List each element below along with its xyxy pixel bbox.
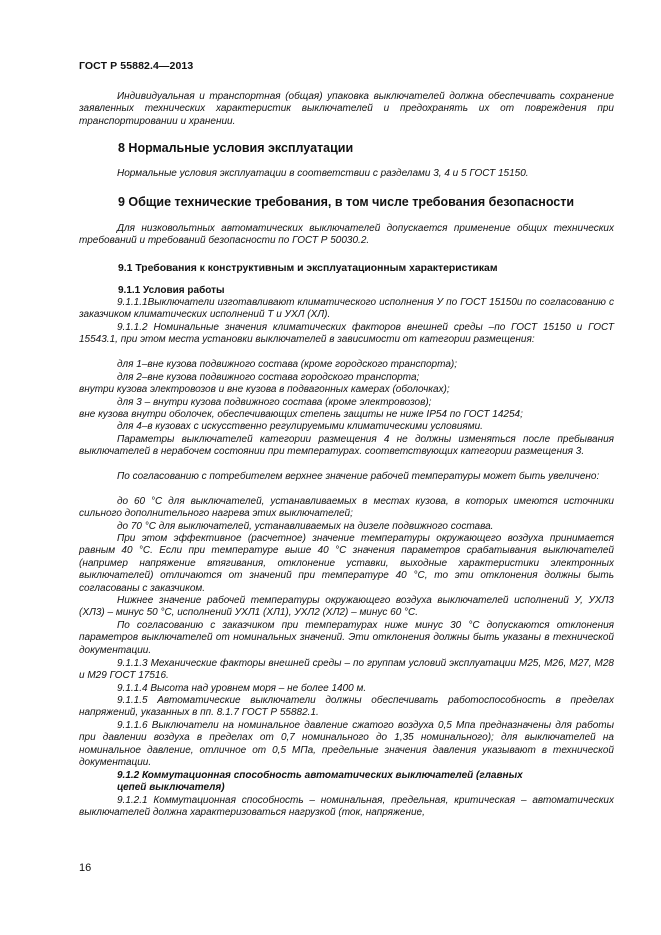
section-9-text: Для низковольтных автоматических выключателей допускается применение общих технических требований и требований безопасности по ГОСТ Р 50030.2. bbox=[79, 223, 614, 247]
section-8-text: Нормальные условия эксплуатации в соответствии с разделами 3, 4 и 5 ГОСТ 15150. bbox=[117, 168, 529, 179]
para-effective-temp: При этом эффективное (расчетное) значение температуры окружающего воздуха принимается равным 40 °С. Если при температуре выше 40 °С значения параметров срабатывания выключателей (например напряжение втягивания, отклонение уставки, выходные характеристики электронных выключателей) отличаются от значений при температуре 40 °С, то эти отклонения должны быть согласованы с заказчиком. bbox=[79, 533, 614, 594]
para-9-1-1-4: 9.1.1.4 Высота над уровнем моря – не более 1400 м. bbox=[117, 683, 367, 694]
list-item-category-2: для 2–вне кузова подвижного состава городского транспорта; bbox=[117, 372, 420, 383]
section-9-1-2-heading-line1: 9.1.2 Коммутационная способность автоматических выключателей (главных bbox=[117, 770, 523, 781]
para-9-1-1-3: 9.1.1.3 Механические факторы внешней среды – по группам условий эксплуатации М25, М26, М27, М28 и М29 ГОСТ 17516. bbox=[79, 658, 614, 682]
para-9-1-1-1: 9.1.1.1Выключатели изготавливают климатического исполнения У по ГОСТ 15150и по согласованию с заказчиком климатических исполнений Т и УХЛ (ХЛ). bbox=[79, 297, 614, 321]
para-below-30: По согласованию с заказчиком при температурах ниже минус 30 °С допускаются отклонения параметров выключателей от номинальных значений. Эти отклонения должны быть указаны в технической документации. bbox=[79, 620, 614, 656]
list-item-category-4: для 4–в кузовах с искусственно регулируемыми климатическими условиями. bbox=[117, 421, 483, 432]
section-9-heading: 9 Общие технические требования, в том числе требования безопасности bbox=[118, 195, 575, 209]
list-item-category-3: для 3 – внутри кузова подвижного состава (кроме электровозов); bbox=[117, 397, 432, 408]
para-upper-temp: По согласованию с потребителем верхнее значение рабочей температуры может быть увеличено: bbox=[117, 471, 600, 482]
para-lower-temp: Нижнее значение рабочей температуры окружающего воздуха выключателей исполнений У, УХЛ3 (ХЛ3) – минус 50 °С, исполнений УХЛ1 (ХЛ1), УХЛ2 (ХЛ2) – минус 60 °С. bbox=[79, 595, 614, 619]
para-60-degrees: до 60 °С для выключателей, устанавливаемых в местах кузова, в которых имеются источники сильного дополнительного нагрева этих выключателей; bbox=[79, 496, 614, 520]
list-item-category-3-extra: вне кузова внутри оболочек, обеспечивающих степень защиты не ниже IP54 по ГОСТ 14254; bbox=[79, 409, 523, 420]
section-8-heading: 8 Нормальные условия эксплуатации bbox=[118, 141, 354, 155]
para-9-1-1-5: 9.1.1.5 Автоматические выключатели должны обеспечивать работоспособность в пределах напряжений, указанных в пп. 8.1.7 ГОСТ Р 55882.1. bbox=[79, 695, 614, 719]
para-9-1-2-1: 9.1.2.1 Коммутационная способность – номинальная, предельная, критическая – автоматических выключателей должна характеризоваться нагрузкой (ток, напряжение, bbox=[79, 795, 614, 819]
section-9-1-1-heading: 9.1.1 Условия работы bbox=[118, 285, 225, 296]
section-9-1-heading: 9.1 Требования к конструктивным и эксплуатационным характеристикам bbox=[118, 263, 498, 274]
document-header: ГОСТ Р 55882.4—2013 bbox=[79, 60, 194, 72]
para-9-1-1-6: 9.1.1.6 Выключатели на номинальное давление сжатого воздуха 0,5 Мпа предназначены для работы при давлении воздуха в пределах от 0,7 номинального до 1,35 номинального); для выключателей на номинальное давление, отличное от 0,5 МПа, предельные значения давления указывают в технической документации. bbox=[79, 720, 614, 769]
list-item-category-2-extra: внутри кузова электровозов и вне кузова в подвагонных камерах (оболочках); bbox=[79, 384, 450, 395]
page-number: 16 bbox=[79, 862, 92, 874]
para-9-1-1-2: 9.1.1.2 Номинальные значения климатических факторов внешней среды –по ГОСТ 15150 и ГОСТ 15543.1, при этом места установки выключателей в зависимости от категории размещения: bbox=[79, 322, 614, 346]
packaging-paragraph: Индивидуальная и транспортная (общая) упаковка выключателей должна обеспечивать сохранение заявленных технических характеристик выключателей и предохранять их от повреждения при транспортировании и хранении. bbox=[79, 91, 614, 127]
para-70-degrees: до 70 °С для выключателей, устанавливаемых на дизеле подвижного состава. bbox=[117, 521, 494, 532]
para-category-4-params: Параметры выключателей категории размещения 4 не должны изменяться после пребывания выключателей в нерабочем состоянии при температурах. соответствующих категории размещения 3. bbox=[79, 434, 614, 458]
list-item-category-1: для 1–вне кузова подвижного состава (кроме городского транспорта); bbox=[117, 359, 457, 370]
section-9-1-2-heading-line2: цепей выключателя) bbox=[117, 782, 225, 793]
